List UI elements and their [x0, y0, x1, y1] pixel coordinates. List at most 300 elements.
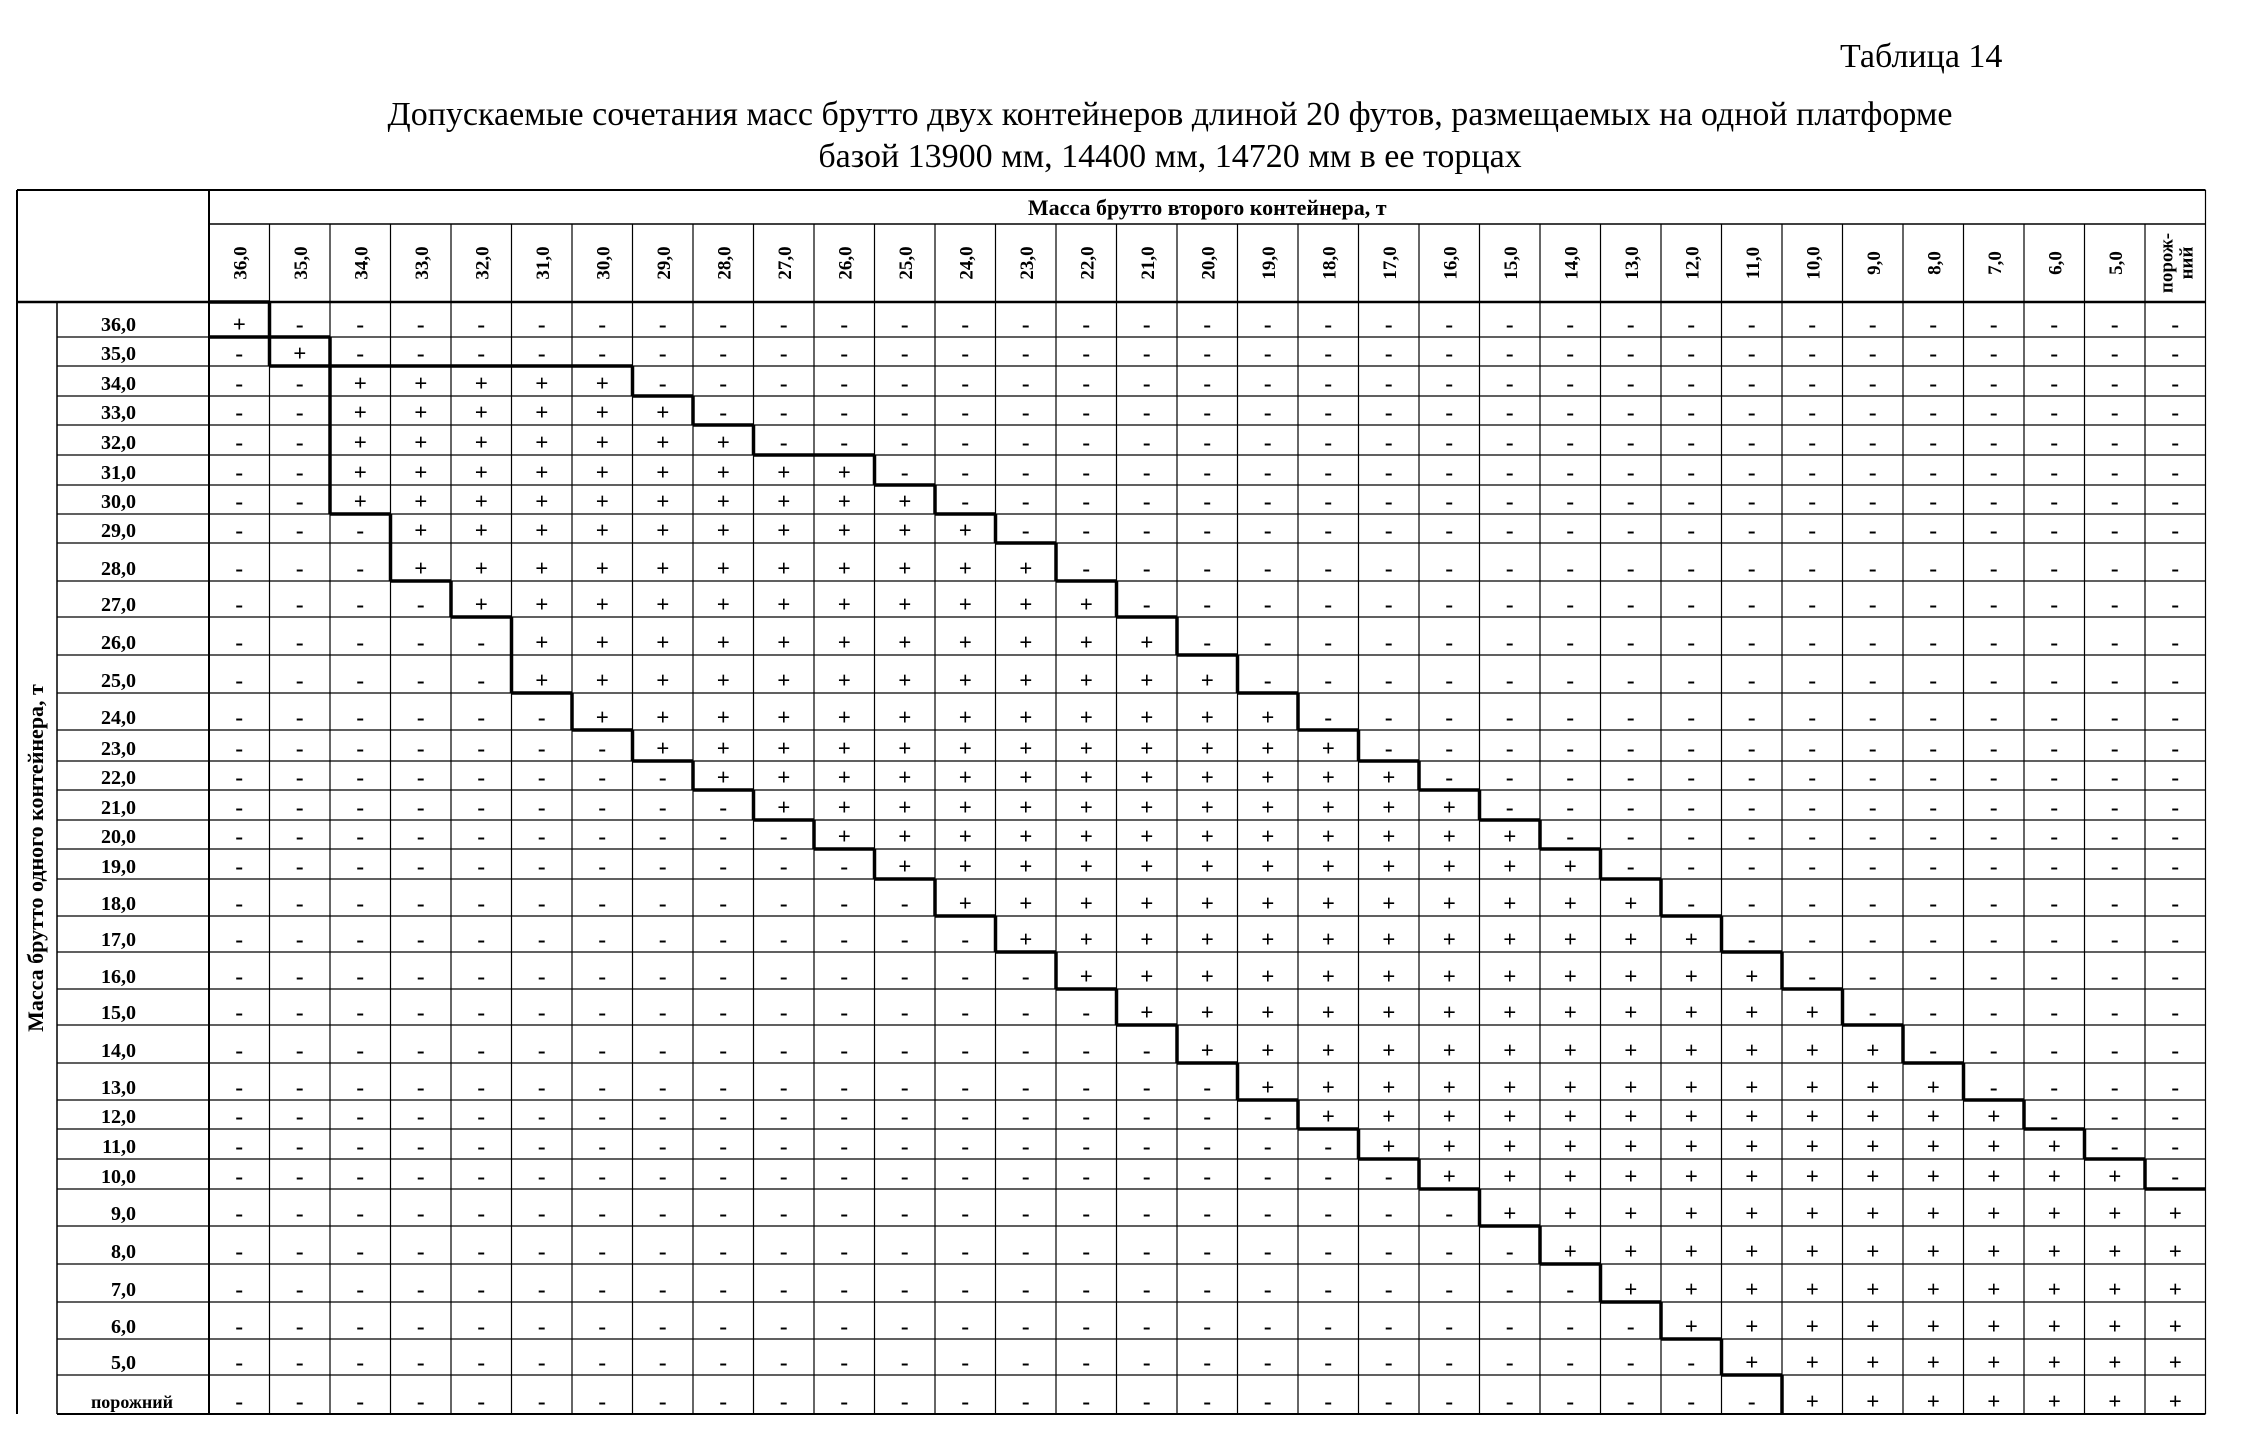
cell-plus: +	[353, 371, 367, 396]
cell-minus: -	[537, 1201, 546, 1226]
cell-plus: +	[1503, 1038, 1517, 1063]
cell-minus: -	[1203, 1164, 1212, 1189]
cell-plus: +	[1866, 1350, 1880, 1375]
cell-plus: +	[837, 824, 851, 849]
row-header-label: 33,0	[101, 402, 136, 424]
cell-minus: -	[2171, 668, 2180, 693]
cell-minus: -	[961, 964, 970, 989]
cell-minus: -	[2171, 1134, 2180, 1159]
cell-minus: -	[1868, 460, 1877, 485]
cell-plus: +	[1442, 927, 1456, 952]
cell-minus: -	[477, 795, 486, 820]
cell-minus: -	[356, 1075, 365, 1100]
cell-plus: +	[656, 430, 670, 455]
cell-minus: -	[1687, 489, 1696, 514]
cell-minus: -	[900, 1314, 909, 1339]
cell-plus: +	[1079, 736, 1093, 761]
cell-minus: -	[356, 1038, 365, 1063]
cell-minus: -	[1687, 430, 1696, 455]
cell-minus: -	[1324, 1201, 1333, 1226]
cell-minus: -	[1142, 312, 1151, 337]
cell-minus: -	[1021, 312, 1030, 337]
cell-plus: +	[1261, 1075, 1275, 1100]
cell-plus: +	[2168, 1314, 2182, 1339]
row-header-label: 9,0	[111, 1203, 136, 1225]
cell-minus: -	[779, 430, 788, 455]
cell-plus: +	[474, 489, 488, 514]
cell-plus: +	[777, 668, 791, 693]
cell-minus: -	[900, 400, 909, 425]
cell-plus: +	[2168, 1239, 2182, 1264]
cell-minus: -	[658, 1164, 667, 1189]
cell-minus: -	[719, 1389, 728, 1414]
cell-minus: -	[1082, 1104, 1091, 1129]
cell-plus: +	[1503, 854, 1517, 879]
cell-plus: +	[2108, 1201, 2122, 1226]
cell-minus: -	[658, 964, 667, 989]
cell-minus: -	[2171, 736, 2180, 761]
cell-plus: +	[1987, 1389, 2001, 1414]
cell-minus: -	[1505, 371, 1514, 396]
cell-minus: -	[1203, 430, 1212, 455]
cell-minus: -	[840, 1389, 849, 1414]
cell-minus: -	[1929, 668, 1938, 693]
cell-minus: -	[235, 668, 244, 693]
cell-minus: -	[235, 765, 244, 790]
cell-minus: -	[1929, 630, 1938, 655]
cell-minus: -	[1808, 964, 1817, 989]
cell-minus: -	[1142, 592, 1151, 617]
cell-minus: -	[900, 430, 909, 455]
cell-minus: -	[1021, 1350, 1030, 1375]
cell-plus: +	[716, 460, 730, 485]
cell-minus: -	[1203, 556, 1212, 581]
cell-minus: -	[658, 1201, 667, 1226]
cell-minus: -	[1082, 1038, 1091, 1063]
cell-minus: -	[295, 1350, 304, 1375]
cell-plus: +	[1442, 1104, 1456, 1129]
cell-minus: -	[779, 1389, 788, 1414]
cell-minus: -	[1626, 556, 1635, 581]
cell-minus: -	[1687, 400, 1696, 425]
cell-minus: -	[2050, 556, 2059, 581]
cell-minus: -	[2171, 824, 2180, 849]
cell-minus: -	[658, 1277, 667, 1302]
cell-minus: -	[2050, 668, 2059, 693]
cell-minus: -	[235, 489, 244, 514]
cell-minus: -	[1384, 668, 1393, 693]
cell-plus: +	[1987, 1277, 2001, 1302]
cell-minus: -	[2050, 630, 2059, 655]
cell-plus: +	[1079, 705, 1093, 730]
cell-minus: -	[1929, 1038, 1938, 1063]
cell-minus: -	[416, 927, 425, 952]
cell-plus: +	[353, 460, 367, 485]
cell-minus: -	[961, 1277, 970, 1302]
cell-minus: -	[2110, 1134, 2119, 1159]
cell-minus: -	[1505, 400, 1514, 425]
cell-plus: +	[1624, 927, 1638, 952]
cell-minus: -	[1989, 964, 1998, 989]
cell-minus: -	[1868, 824, 1877, 849]
cell-minus: -	[1747, 489, 1756, 514]
cell-plus: +	[837, 705, 851, 730]
column-header-label: 31,0	[532, 246, 554, 280]
cell-minus: -	[719, 1314, 728, 1339]
cell-minus: -	[1566, 1277, 1575, 1302]
cell-minus: -	[1505, 592, 1514, 617]
column-header-label: 25,0	[895, 246, 917, 280]
column-group-header: Масса брутто второго контейнера, т	[1027, 195, 1387, 220]
cell-minus: -	[598, 1389, 607, 1414]
cell-minus: -	[416, 705, 425, 730]
cell-plus: +	[595, 400, 609, 425]
cell-plus: +	[1866, 1277, 1880, 1302]
cell-plus: +	[716, 518, 730, 543]
cell-minus: -	[779, 1314, 788, 1339]
table-caption-line-2: базой 13900 мм, 14400 мм, 14720 мм в ее торцах	[818, 138, 1522, 175]
cell-minus: -	[1989, 556, 1998, 581]
column-header-label: 10,0	[1803, 246, 1825, 280]
cell-minus: -	[719, 312, 728, 337]
cell-minus: -	[1142, 1239, 1151, 1264]
cell-plus: +	[2108, 1389, 2122, 1414]
cell-plus: +	[1200, 765, 1214, 790]
cell-plus: +	[1503, 1075, 1517, 1100]
cell-plus: +	[1442, 795, 1456, 820]
cell-minus: -	[1505, 1350, 1514, 1375]
cell-minus: -	[719, 1164, 728, 1189]
cell-minus: -	[719, 1350, 728, 1375]
cell-plus: +	[1200, 736, 1214, 761]
cell-minus: -	[1989, 765, 1998, 790]
cell-minus: -	[1082, 1314, 1091, 1339]
cell-plus: +	[1261, 765, 1275, 790]
row-header-label: 11,0	[102, 1136, 136, 1158]
cell-plus: +	[1200, 668, 1214, 693]
cell-plus: +	[1321, 1104, 1335, 1129]
cell-minus: -	[356, 1134, 365, 1159]
cell-plus: +	[353, 489, 367, 514]
cell-minus: -	[598, 964, 607, 989]
cell-minus: -	[235, 1164, 244, 1189]
cell-minus: -	[658, 1239, 667, 1264]
cell-plus: +	[1987, 1314, 2001, 1339]
cell-minus: -	[1989, 1038, 1998, 1063]
cell-minus: -	[477, 1314, 486, 1339]
cell-minus: -	[1203, 1239, 1212, 1264]
cell-plus: +	[1745, 1000, 1759, 1025]
cell-minus: -	[2110, 795, 2119, 820]
cell-minus: -	[1021, 1389, 1030, 1414]
cell-minus: -	[235, 430, 244, 455]
cell-minus: -	[477, 705, 486, 730]
cell-minus: -	[1021, 400, 1030, 425]
cell-minus: -	[1203, 1277, 1212, 1302]
cell-minus: -	[1021, 341, 1030, 366]
cell-plus: +	[1321, 1075, 1335, 1100]
cell-minus: -	[1445, 556, 1454, 581]
cell-minus: -	[779, 1104, 788, 1129]
cell-minus: -	[1082, 1277, 1091, 1302]
cell-minus: -	[1929, 795, 1938, 820]
cell-plus: +	[1926, 1277, 1940, 1302]
cell-plus: +	[898, 630, 912, 655]
column-header-label: 33,0	[411, 246, 433, 280]
cell-plus: +	[474, 430, 488, 455]
cell-minus: -	[1142, 1134, 1151, 1159]
cell-minus: -	[356, 518, 365, 543]
cell-minus: -	[1989, 592, 1998, 617]
cell-minus: -	[1445, 1239, 1454, 1264]
row-header-label: 25,0	[101, 670, 136, 692]
cell-plus: +	[1684, 1075, 1698, 1100]
row-header-label: 31,0	[101, 462, 136, 484]
cell-minus: -	[2171, 927, 2180, 952]
cell-minus: -	[1324, 1239, 1333, 1264]
column-header-label: 20,0	[1198, 246, 1220, 280]
cell-minus: -	[2110, 518, 2119, 543]
cell-minus: -	[840, 1239, 849, 1264]
cell-minus: -	[2050, 964, 2059, 989]
cell-minus: -	[2050, 371, 2059, 396]
cell-plus: +	[777, 705, 791, 730]
cell-plus: +	[1987, 1239, 2001, 1264]
cell-minus: -	[1203, 592, 1212, 617]
column-header-label: 29,0	[653, 246, 675, 280]
cell-minus: -	[477, 736, 486, 761]
cell-plus: +	[595, 460, 609, 485]
column-header-label: 12,0	[1682, 246, 1704, 280]
cell-minus: -	[2050, 927, 2059, 952]
cell-minus: -	[2050, 824, 2059, 849]
cell-minus: -	[1626, 592, 1635, 617]
cell-minus: -	[1566, 705, 1575, 730]
cell-minus: -	[1566, 518, 1575, 543]
cell-plus: +	[1200, 891, 1214, 916]
cell-minus: -	[1868, 795, 1877, 820]
cell-minus: -	[537, 1134, 546, 1159]
cell-minus: -	[1384, 736, 1393, 761]
cell-minus: -	[537, 824, 546, 849]
row-header-label: 21,0	[101, 797, 136, 819]
cell-minus: -	[1263, 518, 1272, 543]
cell-minus: -	[1445, 765, 1454, 790]
cell-minus: -	[1445, 1350, 1454, 1375]
cell-plus: +	[837, 592, 851, 617]
cell-plus: +	[1684, 1201, 1698, 1226]
cell-plus: +	[414, 371, 428, 396]
row-header-label: 19,0	[101, 856, 136, 878]
cell-minus: -	[537, 964, 546, 989]
cell-minus: -	[1324, 1134, 1333, 1159]
cell-plus: +	[1261, 824, 1275, 849]
cell-minus: -	[477, 1201, 486, 1226]
cell-plus: +	[1503, 927, 1517, 952]
cell-minus: -	[1808, 460, 1817, 485]
cell-minus: -	[2050, 400, 2059, 425]
cell-minus: -	[1324, 430, 1333, 455]
cell-plus: +	[1866, 1075, 1880, 1100]
cell-plus: +	[1321, 927, 1335, 952]
cell-minus: -	[1687, 518, 1696, 543]
cell-minus: -	[2110, 668, 2119, 693]
cell-minus: -	[1868, 630, 1877, 655]
cell-plus: +	[1563, 1239, 1577, 1264]
cell-minus: -	[295, 518, 304, 543]
cell-minus: -	[779, 927, 788, 952]
cell-plus: +	[1321, 765, 1335, 790]
cell-plus: +	[1079, 927, 1093, 952]
cell-minus: -	[1808, 795, 1817, 820]
cell-minus: -	[961, 341, 970, 366]
cell-plus: +	[1503, 1164, 1517, 1189]
cell-minus: -	[598, 1038, 607, 1063]
row-header-label: 5,0	[111, 1352, 136, 1374]
cell-minus: -	[719, 1239, 728, 1264]
cell-minus: -	[1747, 341, 1756, 366]
cell-minus: -	[235, 1104, 244, 1129]
cell-minus: -	[1687, 371, 1696, 396]
cell-minus: -	[900, 312, 909, 337]
cell-minus: -	[1445, 668, 1454, 693]
cell-minus: -	[598, 1277, 607, 1302]
cell-plus: +	[1261, 736, 1275, 761]
cell-plus: +	[1321, 1000, 1335, 1025]
row-header-label: 13,0	[101, 1077, 136, 1099]
cell-minus: -	[1989, 1075, 1998, 1100]
cell-plus: +	[716, 489, 730, 514]
column-header-label: 18,0	[1319, 246, 1341, 280]
cell-minus: -	[658, 1314, 667, 1339]
cell-plus: +	[1866, 1239, 1880, 1264]
cell-minus: -	[1082, 312, 1091, 337]
cell-plus: +	[656, 400, 670, 425]
cell-minus: -	[1445, 341, 1454, 366]
cell-minus: -	[356, 795, 365, 820]
cell-plus: +	[1987, 1134, 2001, 1159]
row-group-header: Масса брутто одного контейнера, т	[23, 684, 48, 1032]
cell-plus: +	[1019, 630, 1033, 655]
cell-minus: -	[1263, 312, 1272, 337]
cell-minus: -	[1626, 341, 1635, 366]
cell-plus: +	[1019, 592, 1033, 617]
cell-minus: -	[1445, 312, 1454, 337]
cell-minus: -	[961, 1075, 970, 1100]
cell-minus: -	[598, 927, 607, 952]
cell-minus: -	[1808, 430, 1817, 455]
cell-plus: +	[1503, 1000, 1517, 1025]
cell-plus: +	[837, 556, 851, 581]
cell-minus: -	[719, 1038, 728, 1063]
cell-minus: -	[1868, 312, 1877, 337]
cell-minus: -	[1808, 668, 1817, 693]
cell-minus: -	[2171, 1000, 2180, 1025]
cell-plus: +	[958, 705, 972, 730]
cell-plus: +	[2047, 1134, 2061, 1159]
cell-minus: -	[235, 341, 244, 366]
cell-minus: -	[477, 1350, 486, 1375]
cell-minus: -	[658, 927, 667, 952]
cell-plus: +	[353, 400, 367, 425]
cell-minus: -	[416, 1239, 425, 1264]
cell-plus: +	[1321, 824, 1335, 849]
cell-minus: -	[416, 765, 425, 790]
cell-plus: +	[414, 400, 428, 425]
cell-plus: +	[1805, 1350, 1819, 1375]
cell-plus: +	[1382, 854, 1396, 879]
cell-plus: +	[414, 460, 428, 485]
cell-minus: -	[1142, 556, 1151, 581]
cell-minus: -	[295, 824, 304, 849]
cell-minus: -	[658, 854, 667, 879]
column-header-label: 22,0	[1077, 246, 1099, 280]
cell-plus: +	[1079, 824, 1093, 849]
cell-minus: -	[2110, 489, 2119, 514]
cell-plus: +	[1866, 1164, 1880, 1189]
column-header-label: 34,0	[351, 246, 373, 280]
cell-minus: -	[1142, 1038, 1151, 1063]
cell-minus: -	[1505, 489, 1514, 514]
cell-minus: -	[1142, 400, 1151, 425]
cell-minus: -	[2110, 854, 2119, 879]
cell-minus: -	[1808, 518, 1817, 543]
cell-minus: -	[1747, 371, 1756, 396]
cell-minus: -	[416, 1314, 425, 1339]
cell-minus: -	[416, 1075, 425, 1100]
cell-plus: +	[1019, 927, 1033, 952]
cell-minus: -	[2050, 854, 2059, 879]
cell-minus: -	[1626, 705, 1635, 730]
cell-minus: -	[477, 854, 486, 879]
cell-plus: +	[1926, 1075, 1940, 1100]
cell-plus: +	[1745, 1277, 1759, 1302]
cell-minus: -	[356, 891, 365, 916]
cell-minus: -	[295, 1277, 304, 1302]
cell-plus: +	[1382, 1134, 1396, 1159]
cell-minus: -	[1082, 341, 1091, 366]
cell-plus: +	[1624, 1104, 1638, 1129]
cell-plus: +	[595, 556, 609, 581]
cell-minus: -	[719, 927, 728, 952]
cell-plus: +	[1261, 705, 1275, 730]
cell-plus: +	[777, 630, 791, 655]
cell-plus: +	[1321, 854, 1335, 879]
cell-minus: -	[840, 1314, 849, 1339]
column-header-label: 11,0	[1742, 246, 1764, 280]
cell-minus: -	[1626, 460, 1635, 485]
cell-plus: +	[1624, 891, 1638, 916]
cell-minus: -	[779, 341, 788, 366]
cell-plus: +	[777, 489, 791, 514]
table-number: Таблица 14	[1840, 38, 2003, 75]
cell-minus: -	[2171, 341, 2180, 366]
cell-minus: -	[1747, 705, 1756, 730]
cell-plus: +	[958, 630, 972, 655]
cell-minus: -	[598, 765, 607, 790]
cell-minus: -	[598, 1350, 607, 1375]
cell-minus: -	[235, 400, 244, 425]
cell-minus: -	[598, 795, 607, 820]
cell-minus: -	[900, 927, 909, 952]
cell-plus: +	[1926, 1314, 1940, 1339]
cell-minus: -	[1082, 371, 1091, 396]
row-header-label: 36,0	[101, 314, 136, 336]
cell-plus: +	[898, 736, 912, 761]
cell-minus: -	[1687, 1350, 1696, 1375]
cell-plus: +	[1019, 891, 1033, 916]
cell-minus: -	[416, 341, 425, 366]
